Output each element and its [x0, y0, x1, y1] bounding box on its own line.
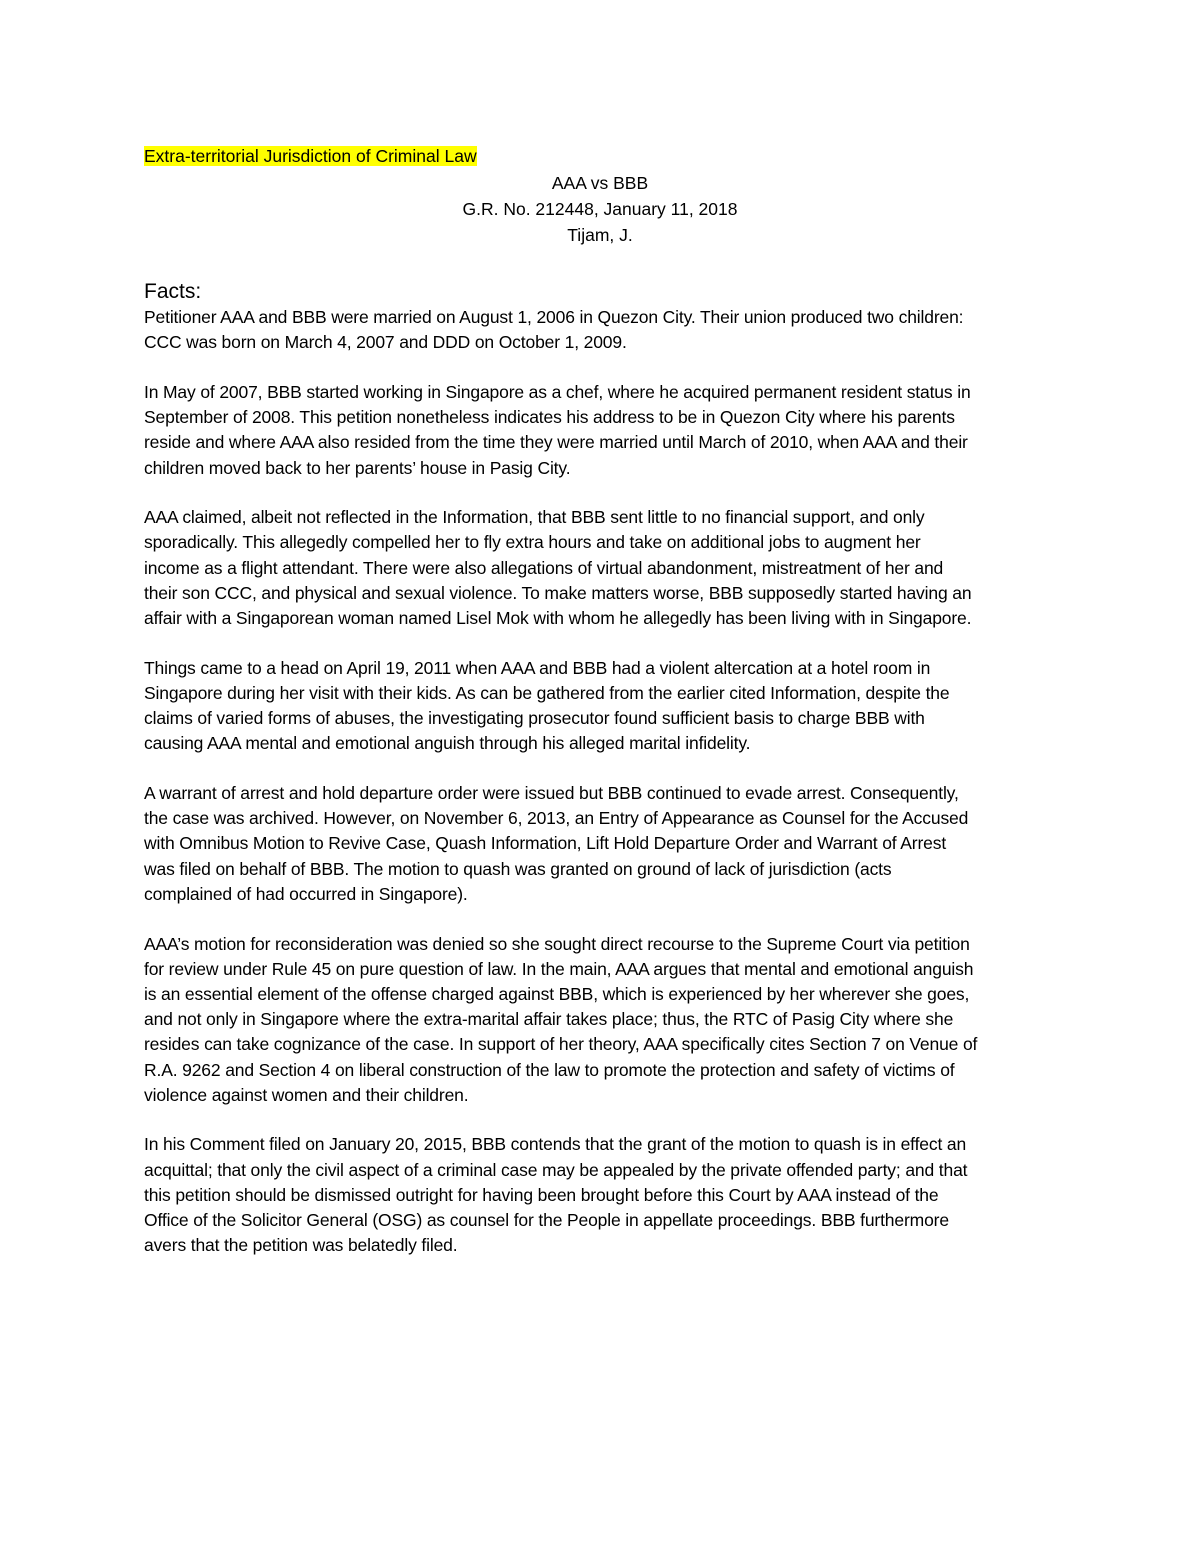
text-line: their son CCC, and physical and sexual violence. To make matters worse, BBB supposedly started having an: [144, 582, 972, 603]
facts-body: [144, 305, 1064, 1283]
text-line: In May of 2007, BBB started working in Singapore as a chef, where he acquired permanent resident status in: [144, 381, 971, 402]
facts-heading: Facts:: [144, 280, 202, 303]
text-line: this petition should be dismissed outright for having been brought before this Court by AAA instead of the: [144, 1184, 939, 1205]
facts-paragraph: [144, 380, 1064, 481]
text-line: AAA’s motion for reconsideration was denied so she sought direct recourse to the Supreme Court via petition: [144, 933, 970, 954]
text-line: September of 2008. This petition nonetheless indicates his address to be in Quezon City where his parents: [144, 407, 955, 428]
text-line: causing AAA mental and emotional anguish through his alleged marital infidelity.: [144, 733, 751, 754]
text-line: CCC was born on March 4, 2007 and DDD on October 1, 2009.: [144, 332, 627, 353]
text-line: AAA claimed, albeit not reflected in the Information, that BBB sent little to no financial support, and only: [144, 507, 925, 528]
text-line: acquittal; that only the civil aspect of a criminal case may be appealed by the private offended party; and that: [144, 1159, 968, 1180]
text-line: resides can take cognizance of the case. In support of her theory, AAA specifically cites Section 7 on Venue of: [144, 1034, 978, 1055]
text-line: In his Comment filed on January 20, 2015, BBB contends that the grant of the motion to quash is in effect an: [144, 1134, 967, 1155]
text-line: R.A. 9262 and Section 4 on liberal construction of the law to promote the protection and safety of victims of: [144, 1059, 955, 1080]
facts-paragraph: [144, 1132, 1064, 1258]
text-line: children moved back to her parents’ house in Pasig City.: [144, 457, 571, 478]
text-line: claims of varied forms of abuses, the investigating prosecutor found sufficient basis to charge BBB with: [144, 708, 925, 729]
text-line: the case was archived. However, on November 6, 2013, an Entry of Appearance as Counsel for the Accused: [144, 808, 969, 829]
text-line: income as a flight attendant. There were also allegations of virtual abandonment, mistreatment of her and: [144, 557, 944, 578]
text-line: A warrant of arrest and hold departure order were issued but BBB continued to evade arrest. Consequently,: [144, 783, 959, 804]
text-line: complained of had occurred in Singapore).: [144, 883, 468, 904]
facts-paragraph: [144, 932, 1064, 1108]
text-line: sporadically. This allegedly compelled her to fly extra hours and take on additional jobs to augment her: [144, 532, 921, 553]
case-number: G.R. No. 212448, January 11, 2018: [462, 199, 738, 219]
topic-heading: [144, 143, 477, 169]
ponente: Tijam, J.: [567, 225, 633, 245]
facts-paragraph: [144, 656, 1064, 757]
text-line: was filed on behalf of BBB. The motion to quash was granted on ground of lack of jurisdiction (acts: [144, 858, 892, 879]
text-line: violence against women and their children.: [144, 1084, 469, 1105]
text-line: Singapore during her visit with their kids. As can be gathered from the earlier cited Information, despite the: [144, 682, 950, 703]
case-title: AAA vs BBB: [551, 173, 649, 193]
text-line: and not only in Singapore where the extra-marital affair takes place; thus, the RTC of Pasig City where she: [144, 1009, 954, 1030]
highlighted-topic-text: Extra-territorial Jurisdiction of Criminal Law: [144, 146, 477, 166]
text-line: Petitioner AAA and BBB were married on August 1, 2006 in Quezon City. Their union produced two children:: [144, 307, 964, 327]
text-line: is an essential element of the offense charged against BBB, which is experienced by her wherever she goes,: [144, 983, 970, 1004]
facts-paragraph: [144, 305, 1064, 355]
facts-paragraph: [144, 781, 1064, 907]
text-line: Things came to a head on April 19, 2011 when AAA and BBB had a violent altercation at a hotel room in: [144, 657, 931, 678]
text-line: Office of the Solicitor General (OSG) as counsel for the People in appellate proceedings. BBB furthermore: [144, 1210, 949, 1231]
text-line: avers that the petition was belatedly filed.: [144, 1235, 458, 1256]
facts-paragraph: [144, 505, 1064, 631]
text-line: affair with a Singaporean woman named Lisel Mok with whom he allegedly has been living with in Singapore.: [144, 608, 972, 629]
text-line: with Omnibus Motion to Revive Case, Quash Information, Lift Hold Departure Order and Warrant of Arrest: [144, 833, 947, 854]
text-line: reside and where AAA also resided from the time they were married until March of 2010, when AAA and their: [144, 432, 968, 453]
text-line: for review under Rule 45 on pure question of law. In the main, AAA argues that mental and emotional anguish: [144, 958, 974, 979]
